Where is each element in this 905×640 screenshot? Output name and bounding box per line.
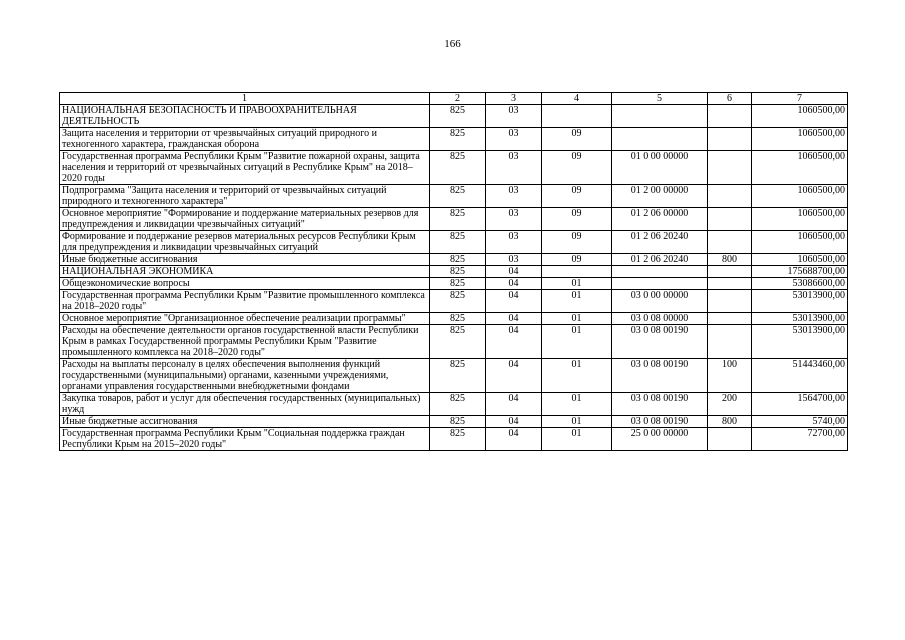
row-section-code: 04 xyxy=(486,416,542,428)
row-name: НАЦИОНАЛЬНАЯ ЭКОНОМИКА xyxy=(60,266,430,278)
row-amount: 1060500,00 xyxy=(752,105,848,128)
row-target-item-code: 01 2 06 00000 xyxy=(612,208,708,231)
row-ministry-code: 825 xyxy=(430,416,486,428)
row-expense-type-code xyxy=(708,231,752,254)
row-name: Защита населения и территории от чрезвычайных ситуаций природного и техногенного характера, гражданская оборона xyxy=(60,128,430,151)
table-row xyxy=(60,128,848,151)
row-target-item-code xyxy=(612,105,708,128)
row-target-item-code: 01 0 00 00000 xyxy=(612,151,708,185)
column-header: 7 xyxy=(752,93,848,105)
table-row xyxy=(60,254,848,266)
row-subsection-code: 09 xyxy=(542,208,612,231)
row-amount: 53013900,00 xyxy=(752,325,848,359)
table-row xyxy=(60,105,848,128)
row-ministry-code: 825 xyxy=(430,185,486,208)
row-target-item-code xyxy=(612,278,708,290)
row-section-code: 04 xyxy=(486,290,542,313)
row-expense-type-code xyxy=(708,313,752,325)
row-expense-type-code xyxy=(708,428,752,451)
row-name: Иные бюджетные ассигнования xyxy=(60,416,430,428)
row-section-code: 03 xyxy=(486,105,542,128)
row-section-code: 04 xyxy=(486,359,542,393)
row-section-code: 04 xyxy=(486,393,542,416)
row-ministry-code: 825 xyxy=(430,428,486,451)
row-amount: 53013900,00 xyxy=(752,313,848,325)
row-ministry-code: 825 xyxy=(430,231,486,254)
row-subsection-code: 09 xyxy=(542,231,612,254)
table-row xyxy=(60,208,848,231)
row-section-code: 04 xyxy=(486,428,542,451)
row-name: НАЦИОНАЛЬНАЯ БЕЗОПАСНОСТЬ И ПРАВООХРАНИТЕЛЬНАЯ ДЕЯТЕЛЬНОСТЬ xyxy=(60,105,430,128)
row-section-code: 03 xyxy=(486,151,542,185)
row-name: Общеэкономические вопросы xyxy=(60,278,430,290)
table-row xyxy=(60,185,848,208)
row-expense-type-code xyxy=(708,278,752,290)
row-expense-type-code: 100 xyxy=(708,359,752,393)
row-name: Основное мероприятие "Организационное обеспечение реализации программы" xyxy=(60,313,430,325)
row-expense-type-code xyxy=(708,128,752,151)
row-target-item-code: 01 2 00 00000 xyxy=(612,185,708,208)
row-subsection-code: 09 xyxy=(542,128,612,151)
row-name: Формирование и поддержание резервов материальных ресурсов Республики Крым для предупреждения и ликвидации чрезвычайных ситуаций xyxy=(60,231,430,254)
row-subsection-code: 01 xyxy=(542,393,612,416)
row-ministry-code: 825 xyxy=(430,278,486,290)
row-subsection-code: 01 xyxy=(542,428,612,451)
row-ministry-code: 825 xyxy=(430,359,486,393)
row-section-code: 03 xyxy=(486,208,542,231)
row-name: Подпрограмма "Защита населения и территорий от чрезвычайных ситуаций природного и техногенного характера" xyxy=(60,185,430,208)
row-name: Государственная программа Республики Крым "Развитие промышленного комплекса на 2018–2020 годы" xyxy=(60,290,430,313)
row-target-item-code: 25 0 00 00000 xyxy=(612,428,708,451)
row-subsection-code: 09 xyxy=(542,151,612,185)
row-target-item-code: 01 2 06 20240 xyxy=(612,254,708,266)
row-expense-type-code xyxy=(708,151,752,185)
row-subsection-code xyxy=(542,266,612,278)
row-ministry-code: 825 xyxy=(430,393,486,416)
row-subsection-code: 01 xyxy=(542,313,612,325)
table-row xyxy=(60,393,848,416)
row-amount: 1060500,00 xyxy=(752,231,848,254)
column-header: 2 xyxy=(430,93,486,105)
header-row xyxy=(60,93,848,105)
row-ministry-code: 825 xyxy=(430,290,486,313)
row-amount: 1060500,00 xyxy=(752,208,848,231)
row-ministry-code: 825 xyxy=(430,128,486,151)
row-section-code: 03 xyxy=(486,185,542,208)
row-name: Расходы на обеспечение деятельности органов государственной власти Республики Крым в рамках Государственной программы Республики Крым "Развитие промышленного комплекса на 2018–2020 годы" xyxy=(60,325,430,359)
row-section-code: 03 xyxy=(486,128,542,151)
table-row xyxy=(60,313,848,325)
row-amount: 175688700,00 xyxy=(752,266,848,278)
row-name: Государственная программа Республики Крым "Социальная поддержка граждан Республики Крым на 2015–2020 годы" xyxy=(60,428,430,451)
row-ministry-code: 825 xyxy=(430,105,486,128)
row-section-code: 03 xyxy=(486,254,542,266)
row-amount: 1060500,00 xyxy=(752,185,848,208)
table-row xyxy=(60,416,848,428)
row-name: Расходы на выплаты персоналу в целях обеспечения выполнения функций государственными (муниципальными) органами, казенными учреждениями, органами управления государственными внебюджетными фондами xyxy=(60,359,430,393)
column-header: 5 xyxy=(612,93,708,105)
row-ministry-code: 825 xyxy=(430,325,486,359)
row-expense-type-code: 200 xyxy=(708,393,752,416)
table-row xyxy=(60,428,848,451)
row-subsection-code xyxy=(542,105,612,128)
table-row xyxy=(60,290,848,313)
row-name: Закупка товаров, работ и услуг для обеспечения государственных (муниципальных) нужд xyxy=(60,393,430,416)
table-row xyxy=(60,359,848,393)
table-row xyxy=(60,278,848,290)
row-subsection-code: 01 xyxy=(542,278,612,290)
row-expense-type-code xyxy=(708,208,752,231)
row-expense-type-code: 800 xyxy=(708,254,752,266)
row-amount: 51443460,00 xyxy=(752,359,848,393)
row-target-item-code xyxy=(612,266,708,278)
row-name: Иные бюджетные ассигнования xyxy=(60,254,430,266)
row-ministry-code: 825 xyxy=(430,313,486,325)
page-number: 166 xyxy=(444,38,461,50)
column-header: 1 xyxy=(60,93,430,105)
budget-table xyxy=(59,92,848,451)
row-name: Государственная программа Республики Крым "Развитие пожарной охраны, защита населения и территорий от чрезвычайных ситуаций в Республике Крым" на 2018–2020 годы xyxy=(60,151,430,185)
row-amount: 72700,00 xyxy=(752,428,848,451)
row-amount: 53013900,00 xyxy=(752,290,848,313)
row-expense-type-code xyxy=(708,185,752,208)
row-section-code: 04 xyxy=(486,278,542,290)
row-amount: 1060500,00 xyxy=(752,151,848,185)
row-target-item-code: 01 2 06 20240 xyxy=(612,231,708,254)
row-target-item-code: 03 0 08 00190 xyxy=(612,393,708,416)
row-target-item-code xyxy=(612,128,708,151)
row-expense-type-code xyxy=(708,266,752,278)
row-section-code: 03 xyxy=(486,231,542,254)
row-target-item-code: 03 0 08 00190 xyxy=(612,416,708,428)
column-header: 3 xyxy=(486,93,542,105)
row-section-code: 04 xyxy=(486,266,542,278)
row-subsection-code: 01 xyxy=(542,416,612,428)
row-target-item-code: 03 0 08 00000 xyxy=(612,313,708,325)
row-subsection-code: 01 xyxy=(542,290,612,313)
row-target-item-code: 03 0 00 00000 xyxy=(612,290,708,313)
row-subsection-code: 09 xyxy=(542,254,612,266)
row-section-code: 04 xyxy=(486,325,542,359)
row-target-item-code: 03 0 08 00190 xyxy=(612,359,708,393)
row-ministry-code: 825 xyxy=(430,151,486,185)
row-amount: 1564700,00 xyxy=(752,393,848,416)
table-row xyxy=(60,325,848,359)
row-amount: 5740,00 xyxy=(752,416,848,428)
table-row xyxy=(60,266,848,278)
row-expense-type-code: 800 xyxy=(708,416,752,428)
row-name: Основное мероприятие "Формирование и поддержание материальных резервов для предупреждения и ликвидации чрезвычайных ситуаций" xyxy=(60,208,430,231)
row-subsection-code: 09 xyxy=(542,185,612,208)
row-section-code: 04 xyxy=(486,313,542,325)
row-amount: 1060500,00 xyxy=(752,128,848,151)
row-expense-type-code xyxy=(708,290,752,313)
table-row xyxy=(60,151,848,185)
row-subsection-code: 01 xyxy=(542,359,612,393)
column-header: 4 xyxy=(542,93,612,105)
row-expense-type-code xyxy=(708,325,752,359)
row-amount: 53086600,00 xyxy=(752,278,848,290)
row-subsection-code: 01 xyxy=(542,325,612,359)
row-amount: 1060500,00 xyxy=(752,254,848,266)
column-header: 6 xyxy=(708,93,752,105)
row-ministry-code: 825 xyxy=(430,266,486,278)
row-expense-type-code xyxy=(708,105,752,128)
row-ministry-code: 825 xyxy=(430,254,486,266)
table-row xyxy=(60,231,848,254)
row-target-item-code: 03 0 08 00190 xyxy=(612,325,708,359)
row-ministry-code: 825 xyxy=(430,208,486,231)
